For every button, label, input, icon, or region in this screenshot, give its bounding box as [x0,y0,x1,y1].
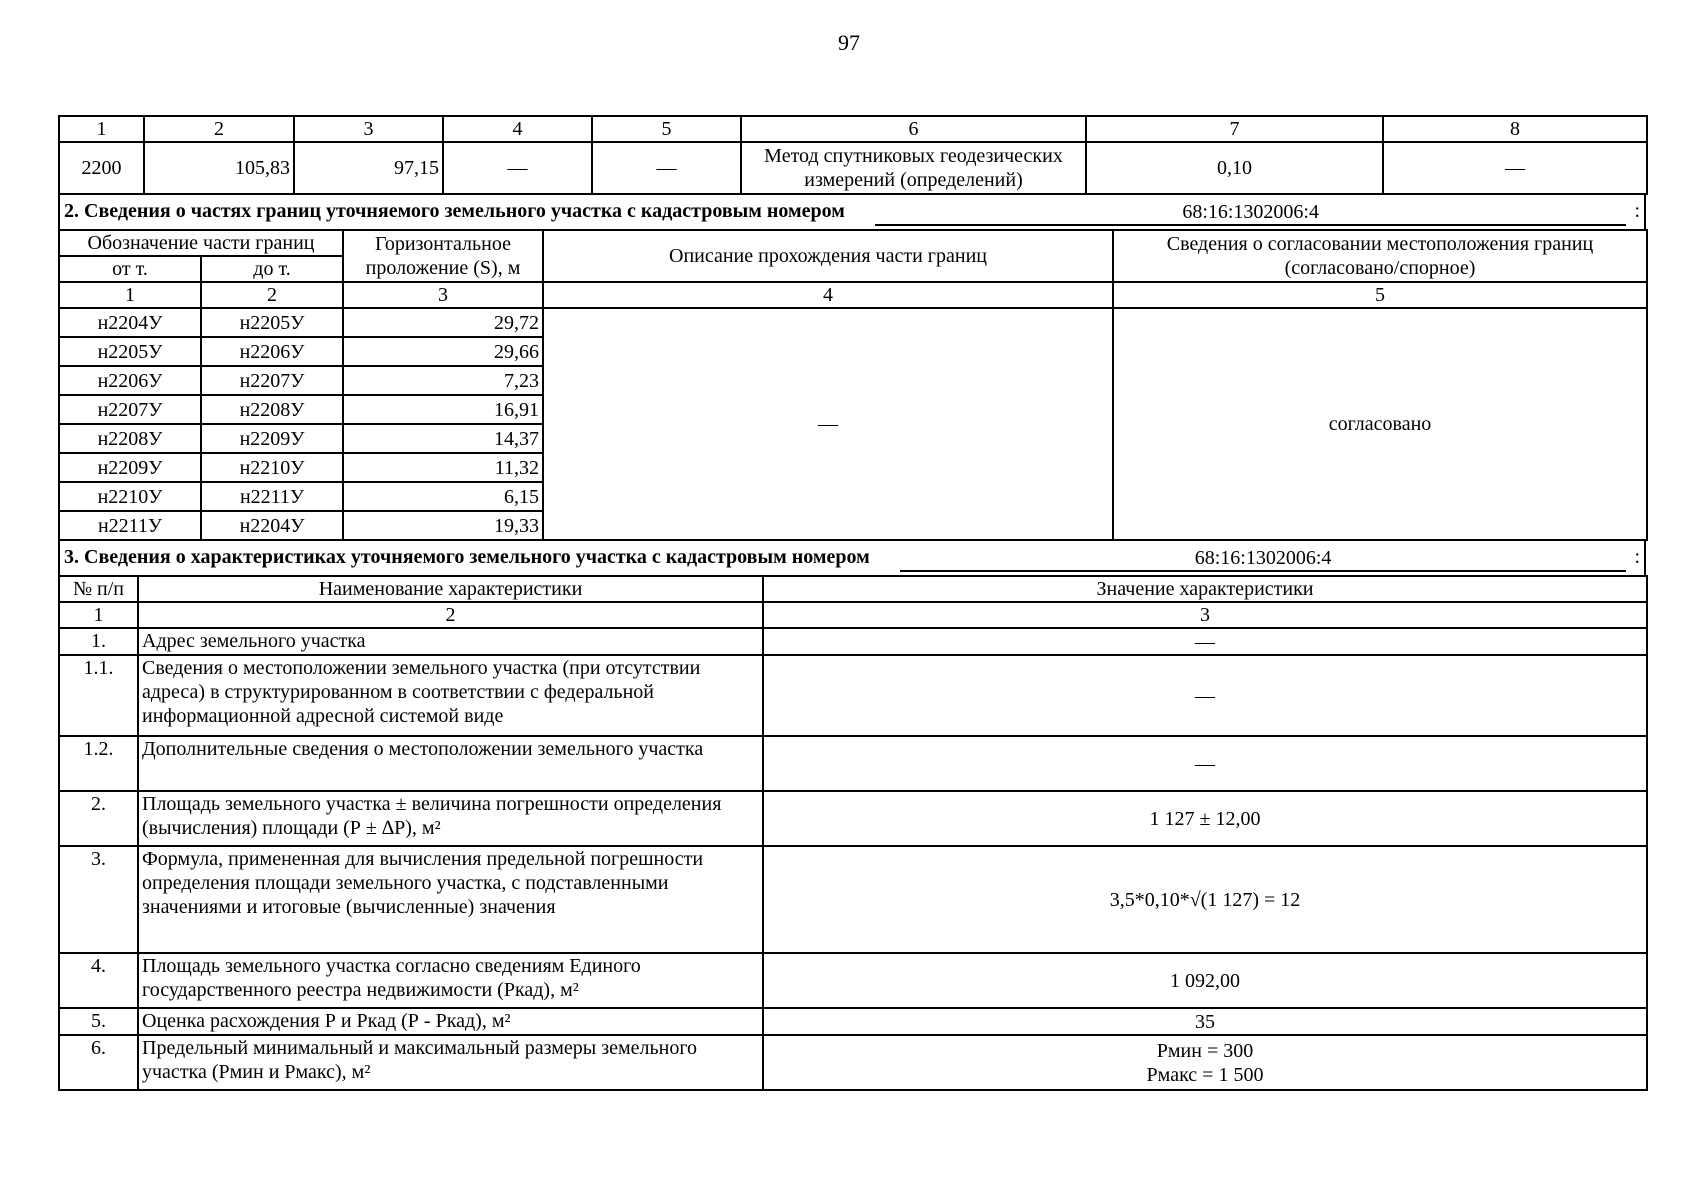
value-line: Рмин = 300 [1156,1039,1254,1062]
column-number: 8 [1383,116,1647,142]
column-number: 2 [201,282,343,308]
horizontal-length: 7,23 [343,366,543,395]
row-num: 6. [59,1035,138,1090]
method-line: Метод спутниковых геодезических [764,145,1063,167]
row-name: Площадь земельного участка согласно сведениям Единого государственного реестра недвижимости (Ркад), м² [138,953,763,1008]
table-row [59,308,1647,337]
row-value: 1 092,00 [763,953,1647,1008]
header-value: Значение характеристики [763,576,1647,602]
column-number: 5 [1113,282,1647,308]
header-line: Горизонтальное [375,233,511,255]
row-num: 1.2. [59,736,138,791]
horizontal-length: 6,15 [343,482,543,511]
row-name: Предельный минимальный и максимальный размеры земельного участка (Рмин и Рмакс), м² [138,1035,763,1090]
column-number: 7 [1086,116,1383,142]
to-point: н2208У [201,395,343,424]
colon: : [1634,200,1640,222]
column-number: 1 [59,602,138,628]
page-number: 97 [838,30,860,55]
row-name: Формула, примененная для вычисления предельной погрешности определения площади земельного участка, с подставленными значениями и итоговые (вычисленные) значения [138,846,763,953]
coordinates-table [58,115,1648,195]
colon: : [1634,546,1640,568]
section-3-heading [58,541,1646,575]
header-description: Описание прохождения части границ [543,230,1113,282]
row-name: Дополнительные сведения о местоположении земельного участка [138,736,763,791]
table-row [59,1008,1647,1035]
empty-dash: — [1383,142,1647,194]
column-number: 2 [144,116,294,142]
point-label: 2200 [59,142,144,194]
row-num: 1. [59,628,138,655]
row-value: — [763,736,1647,791]
row-name: Оценка расхождения Р и Ркад (Р - Ркад), м² [138,1008,763,1035]
cadastral-number: 68:16:1302006:4 [900,546,1627,572]
method-line: измерений (определений) [804,169,1023,191]
horizontal-length: 11,32 [343,453,543,482]
row-value: — [763,655,1647,736]
header-horizontal [343,230,543,282]
empty-dash: — [592,142,741,194]
row-num: 2. [59,791,138,846]
to-point: н2205У [201,308,343,337]
column-number: 6 [741,116,1086,142]
from-point: н2206У [59,366,201,395]
cadastral-number: 68:16:1302006:4 [875,200,1627,226]
section-title: 3. Сведения о характеристиках уточняемого земельного участка с кадастровым номером [64,546,870,568]
row-num: 3. [59,846,138,953]
column-number: 1 [59,116,144,142]
column-number: 3 [294,116,443,142]
table-row [59,953,1647,1008]
to-point: н2206У [201,337,343,366]
header-from: от т. [59,256,201,282]
document-sheet [58,115,1646,1091]
coordinate-y: 97,15 [294,142,443,194]
column-number: 4 [443,116,592,142]
header-agreement [1113,230,1647,282]
coordinate-x: 105,83 [144,142,294,194]
row-num: 4. [59,953,138,1008]
accuracy-value: 0,10 [1086,142,1383,194]
header-name: Наименование характеристики [138,576,763,602]
row-num: 1.1. [59,655,138,736]
header-line: проложение (S), м [365,257,521,279]
from-point: н2204У [59,308,201,337]
horizontal-length: 29,66 [343,337,543,366]
from-point: н2207У [59,395,201,424]
table-row [59,736,1647,791]
to-point: н2207У [201,366,343,395]
column-number: 2 [138,602,763,628]
to-point: н2210У [201,453,343,482]
column-number: 4 [543,282,1113,308]
column-number: 3 [343,282,543,308]
description-value: — [543,308,1113,540]
row-name: Сведения о местоположении земельного участка (при отсутствии адреса) в структурированном в соответствии с федеральной информационной адресной системой виде [138,655,763,736]
column-number: 1 [59,282,201,308]
from-point: н2210У [59,482,201,511]
row-num: 5. [59,1008,138,1035]
row-name: Адрес земельного участка [138,628,763,655]
to-point: н2204У [201,511,343,540]
table-row [59,628,1647,655]
header-num: № п/п [59,576,138,602]
section-2-heading [58,195,1646,229]
agreement-value: согласовано [1113,308,1647,540]
characteristics-table [58,575,1648,1091]
horizontal-length: 16,91 [343,395,543,424]
horizontal-length: 19,33 [343,511,543,540]
header-line: (согласовано/спорное) [1284,257,1476,279]
header-to: до т. [201,256,343,282]
table-row [59,791,1647,846]
header-line: Сведения о согласовании местоположения границ [1166,233,1594,255]
to-point: н2211У [201,482,343,511]
row-value [763,1035,1647,1090]
row-value: 1 127 ± 12,00 [763,791,1647,846]
row-value: — [763,628,1647,655]
table-row [59,142,1647,194]
value-line: Рмакс = 1 500 [1146,1063,1264,1086]
row-name: Площадь земельного участка ± величина погрешности определения (вычисления) площади (Р ± ∆Р), м² [138,791,763,846]
table-row [59,846,1647,953]
from-point: н2208У [59,424,201,453]
column-number: 5 [592,116,741,142]
row-value: 35 [763,1008,1647,1035]
boundary-parts-table [58,229,1648,541]
from-point: н2209У [59,453,201,482]
horizontal-length: 14,37 [343,424,543,453]
from-point: н2205У [59,337,201,366]
header-boundary-part: Обозначение части границ [59,230,343,256]
method-cell [741,142,1086,194]
to-point: н2209У [201,424,343,453]
empty-dash: — [443,142,592,194]
column-number: 3 [763,602,1647,628]
table-row [59,655,1647,736]
table-row [59,1035,1647,1090]
horizontal-length: 29,72 [343,308,543,337]
section-title: 2. Сведения о частях границ уточняемого земельного участка с кадастровым номером [64,200,845,222]
row-value: 3,5*0,10*√(1 127) = 12 [763,846,1647,953]
from-point: н2211У [59,511,201,540]
